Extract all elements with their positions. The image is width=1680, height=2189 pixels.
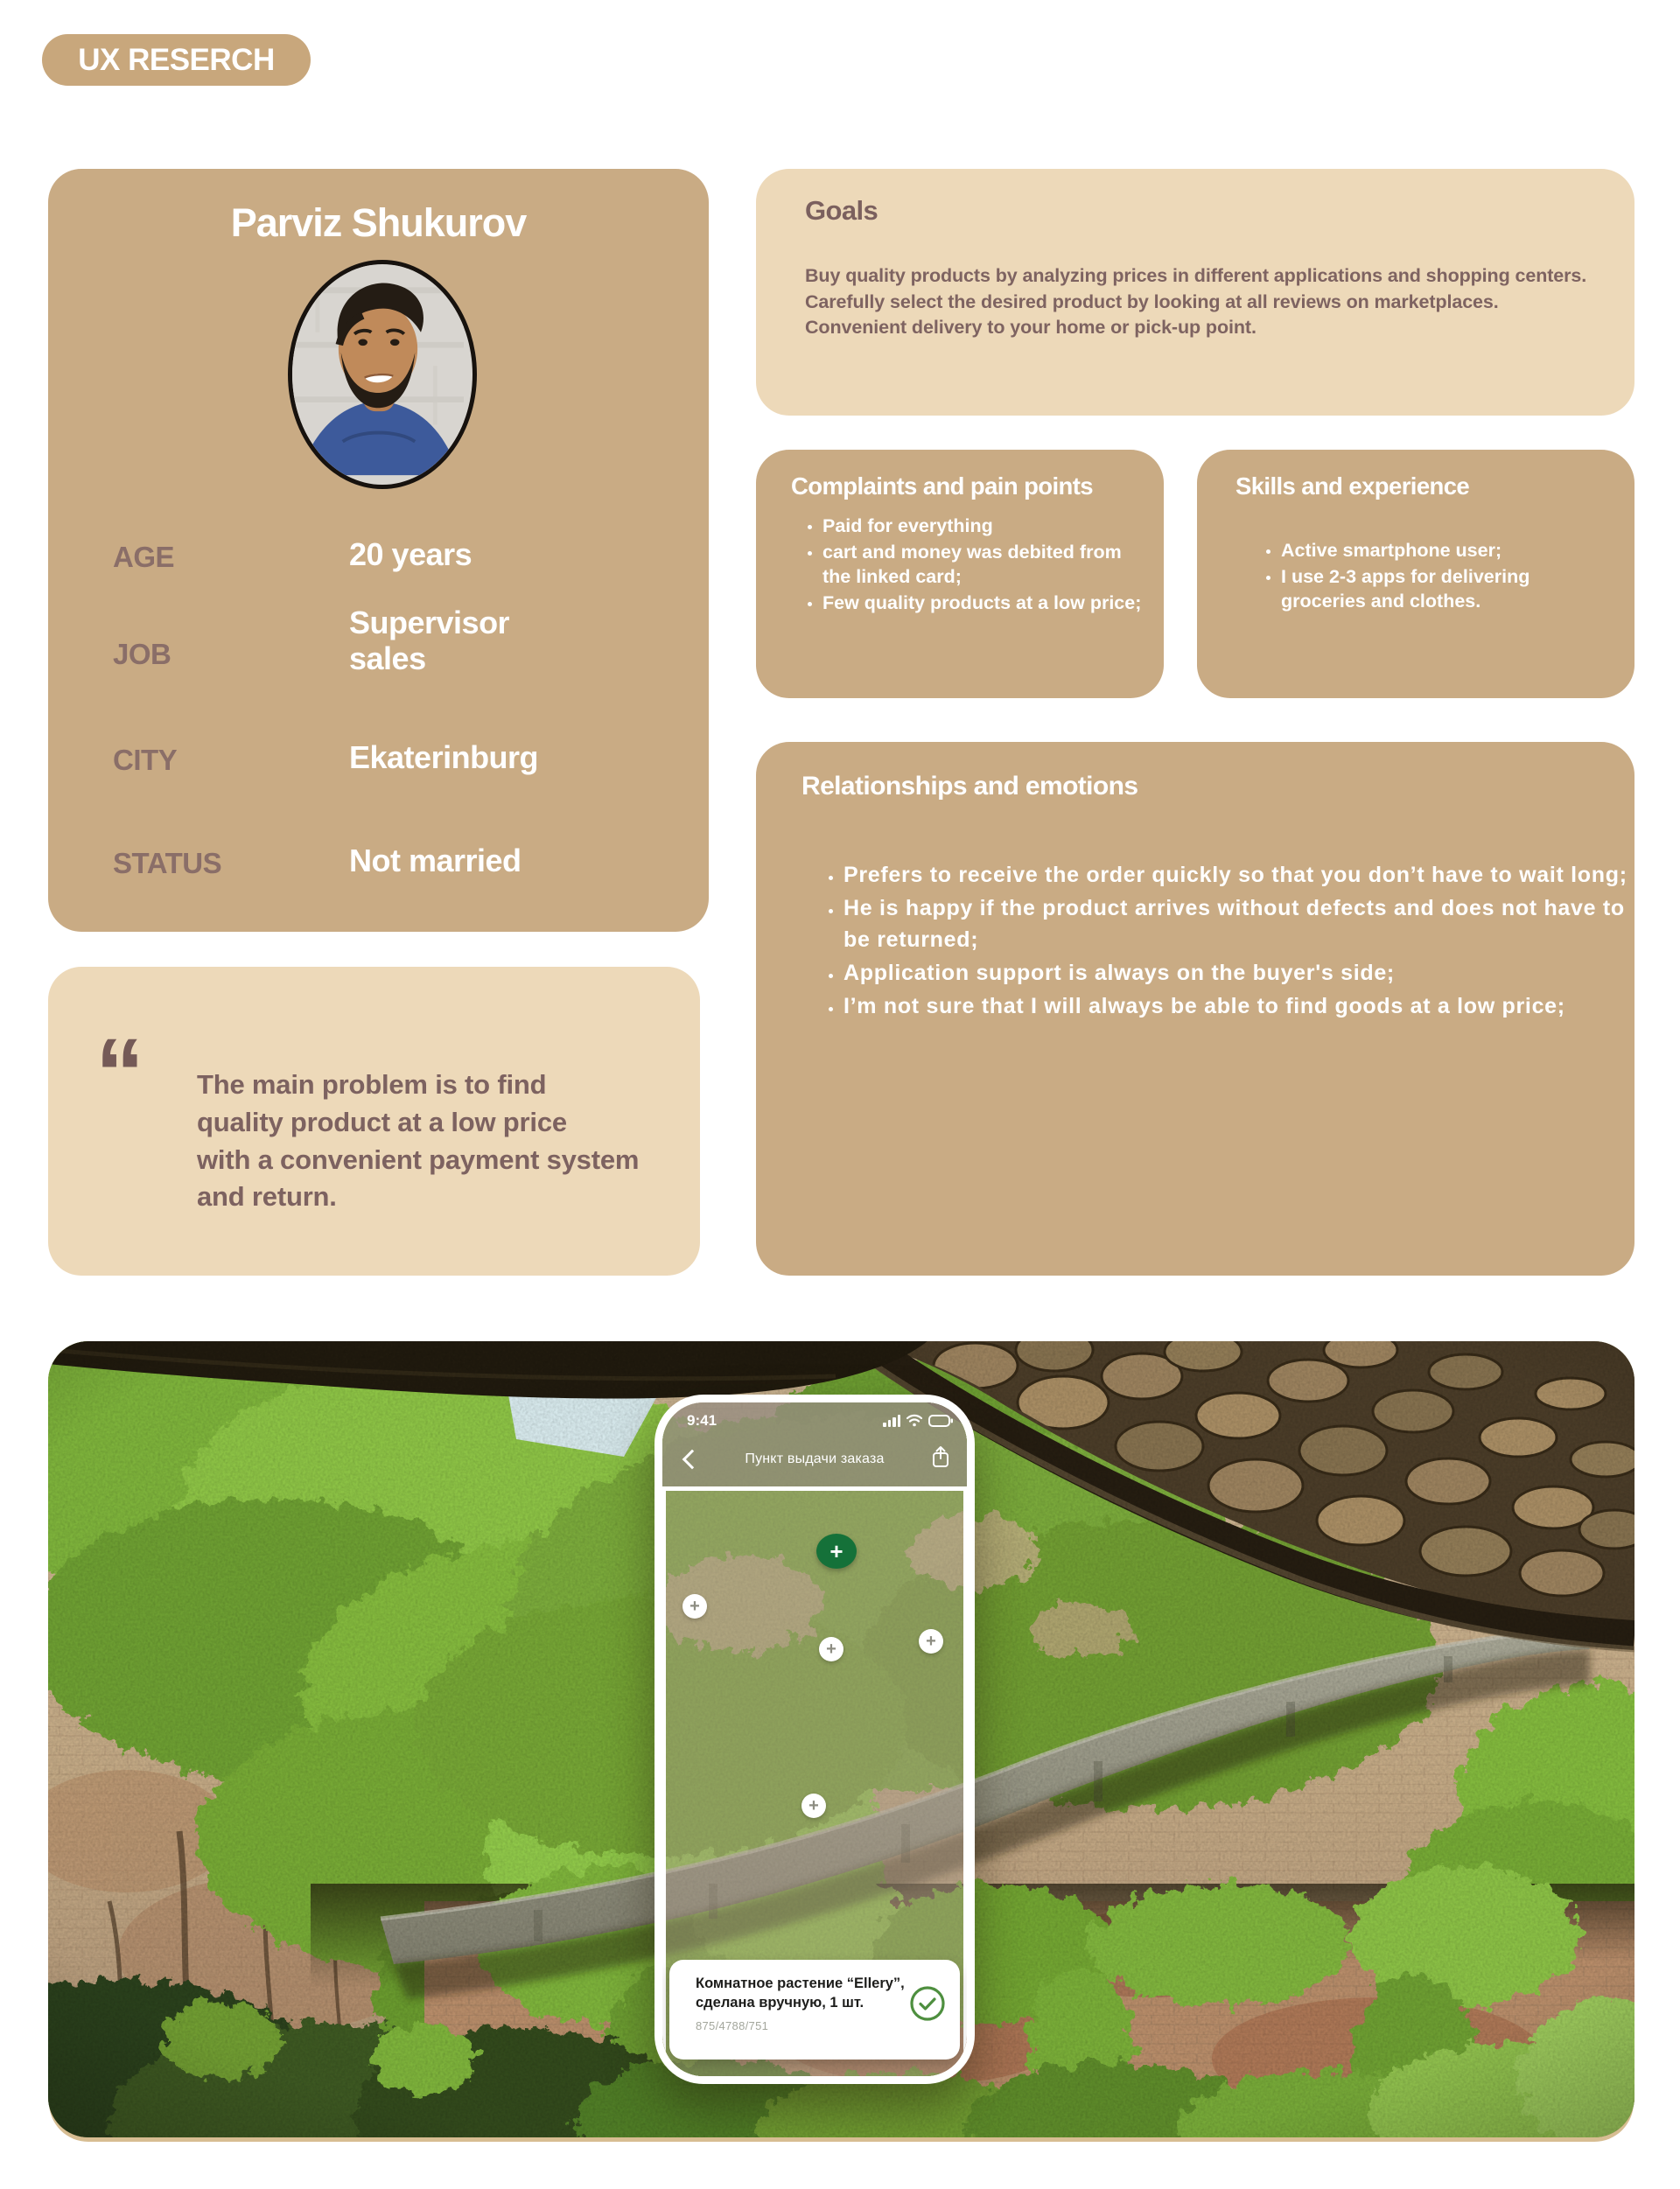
plus-icon: + [808, 1795, 819, 1815]
avatar [288, 260, 477, 489]
quote-line: quality product at a low price [197, 1106, 567, 1137]
goals-body: Buy quality products by analyzing prices in different applications and shopping centers. Carefully select the desired product by looking at all reviews on marketplaces. Convenient delivery to your home or pick-up point. [805, 265, 1587, 339]
field-label-status: STATUS [113, 847, 222, 879]
list-item: • cart and money was debited from the linked card; [822, 541, 1148, 590]
field-label-job: JOB [113, 638, 172, 670]
plus-icon: + [826, 1639, 836, 1659]
list-item: • Few quality products at a low price; [822, 591, 1148, 616]
complaints-list [798, 514, 1148, 618]
quote-line: with a convenient payment system [197, 1143, 640, 1175]
check-circle-icon[interactable] [909, 1985, 946, 2022]
skills-card [1197, 450, 1634, 698]
order-title-line: сделана вручную, 1 шт. [696, 1994, 864, 2011]
field-value-age: 20 years [349, 536, 472, 572]
list-item: • Active smartphone user; [1281, 539, 1561, 563]
map-pin-selected[interactable] [816, 1534, 857, 1569]
persona-name: Parviz Shukurov [230, 200, 527, 245]
plus-icon: + [830, 1537, 844, 1564]
quote-line: and return. [197, 1181, 337, 1213]
signal-bars-icon [883, 1415, 900, 1427]
wifi-icon [906, 1414, 923, 1427]
list-item: • I’m not sure that I will always be able to find goods at a low price; [844, 990, 1631, 1022]
order-title [696, 1975, 913, 2013]
portrait-illustration [292, 264, 464, 476]
field-value-city: Ekaterinburg [349, 739, 539, 775]
persona-card [48, 169, 709, 932]
relationships-card [756, 742, 1634, 1276]
list-item: • Paid for everything [822, 514, 1148, 539]
share-button[interactable] [932, 1445, 949, 1468]
list-item: • Application support is always on the buyer's side; [844, 957, 1631, 989]
field-label-city: CITY [113, 744, 178, 776]
skills-list [1256, 539, 1561, 616]
map-pin[interactable] [919, 1629, 943, 1654]
quote-text [197, 1067, 700, 1216]
field-label-age: AGE [113, 541, 175, 573]
order-card[interactable] [669, 1960, 960, 2060]
quote-line: The main problem is to find [197, 1069, 547, 1100]
skills-title: Skills and experience [1236, 472, 1470, 500]
field-value-status: Not married [349, 843, 522, 878]
goals-title: Goals [805, 195, 878, 226]
ux-research-badge [42, 34, 311, 86]
nav-title: Пункт выдачи заказа [745, 1451, 885, 1466]
complaints-title: Complaints and pain points [791, 472, 1093, 500]
plus-icon: + [690, 1596, 700, 1616]
relationships-title: Relationships and emotions [802, 772, 1138, 801]
quote-mark-icon: “ [95, 1018, 144, 1128]
courtyard-photo [48, 1341, 1634, 2137]
status-time: 9:41 [687, 1412, 718, 1429]
quote-card [48, 967, 700, 1276]
status-icons [883, 1414, 953, 1427]
plus-icon: + [926, 1631, 936, 1651]
list-item: • Prefers to receive the order quickly so that you don’t have to wait long; [844, 859, 1631, 891]
map-pin[interactable] [682, 1594, 707, 1619]
complaints-card [756, 450, 1164, 698]
list-item: • He is happy if the product arrives without defects and does not have to be returned; [844, 892, 1631, 955]
goals-card [756, 169, 1634, 416]
map-pin[interactable] [802, 1794, 826, 1818]
list-item: • I use 2-3 apps for delivering groceries and clothes. [1281, 565, 1561, 614]
relationships-list [817, 859, 1631, 1024]
order-code: 875/4788/751 [696, 2019, 769, 2032]
order-title-line: Комнатное растение “Ellery”, [696, 1976, 905, 1991]
field-value-job: Supervisor sales [349, 605, 510, 677]
battery-icon [928, 1415, 953, 1427]
map-pin[interactable] [819, 1637, 844, 1661]
phone-mockup [654, 1395, 975, 2084]
phone-header [662, 1402, 967, 1486]
badge-label: UX RESERCH [78, 42, 275, 77]
